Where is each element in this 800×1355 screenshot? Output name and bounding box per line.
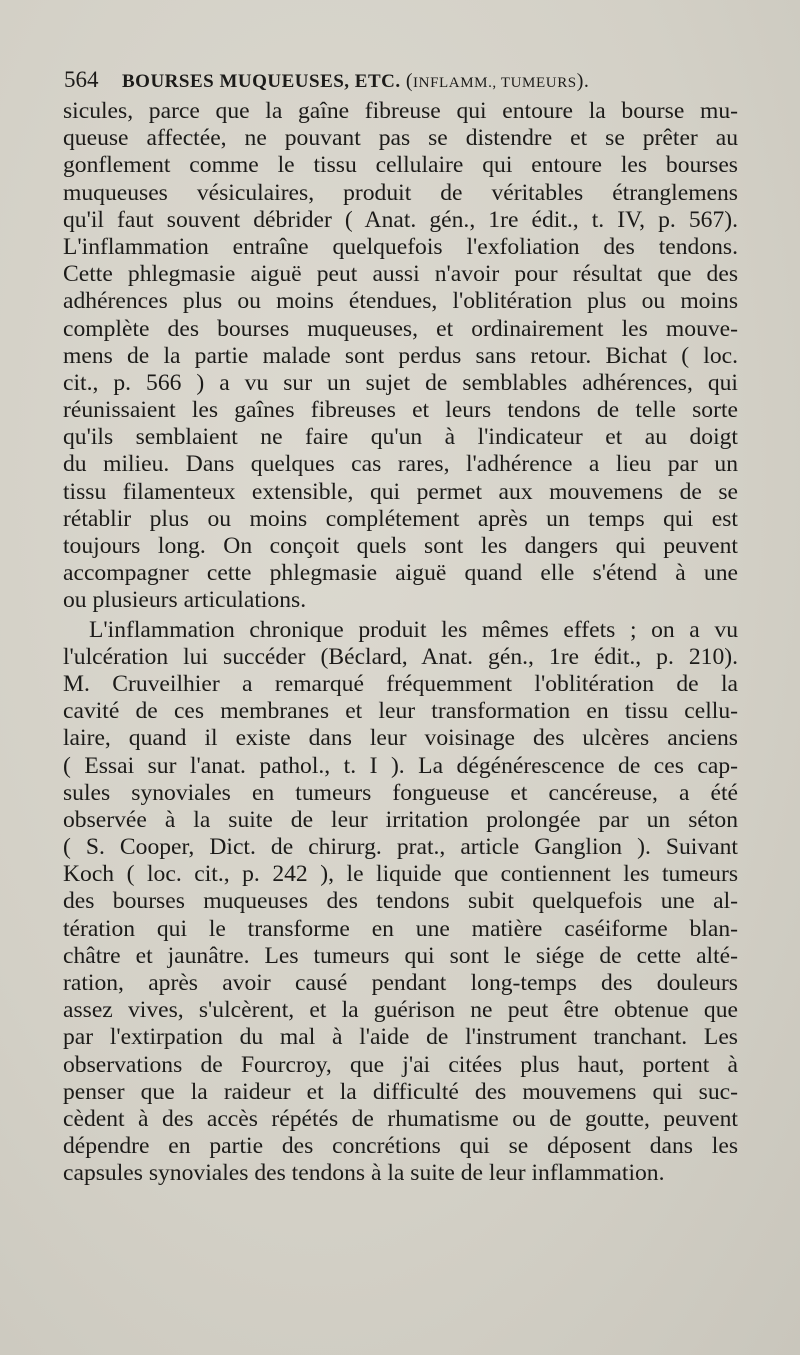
text-line: châtre et jaunâtre. Les tumeurs qui sont le siége de cette alté- bbox=[63, 942, 738, 969]
paragraph-2 bbox=[63, 617, 738, 1188]
text-line: tissu filamenteux extensible, qui permet aux mouvemens de se bbox=[63, 478, 738, 505]
text-line: mens de la partie malade sont perdus sans retour. Bichat ( loc. bbox=[63, 342, 738, 369]
text-line: du milieu. Dans quelques cas rares, l'adhérence a lieu par un bbox=[63, 451, 738, 478]
text-line: cavité de ces membranes et leur transformation en tissu cellu- bbox=[63, 698, 738, 725]
text-line: ration, après avoir causé pendant long-temps des douleurs bbox=[63, 970, 738, 996]
text-line: L'inflammation chronique produit les mêmes effets ; on a vu bbox=[89, 616, 738, 643]
text-line: ( S. Cooper, Dict. de chirurg. prat., article Ganglion ). Suivant bbox=[63, 834, 738, 861]
text-line: cit., p. 566 ) a vu sur un sujet de semblables adhérences, qui bbox=[63, 369, 738, 396]
text-line: ( Essai sur l'anat. pathol., t. I ). La dégénérescence de ces cap- bbox=[63, 752, 738, 779]
running-title-main: BOURSES MUQUEUSES, ETC. bbox=[122, 71, 401, 92]
text-line: cèdent à des accès répétés de rhumatisme ou de goutte, peuvent bbox=[63, 1105, 738, 1132]
text-line: dépendre en partie des concrétions qui se déposent dans les bbox=[63, 1133, 738, 1160]
text-line: qu'ils semblaient ne faire qu'un à l'indicateur et au doigt bbox=[63, 424, 738, 451]
page-number: 564 bbox=[64, 67, 99, 92]
text-line: capsules synoviales des tendons à la suite de leur inflammation. bbox=[63, 1160, 665, 1187]
text-line: Cette phlegmasie aiguë peut aussi n'avoir pour résultat que des bbox=[63, 261, 738, 288]
running-title-paren-close: ). bbox=[576, 70, 590, 92]
running-title-subject: INFLAMM., TUMEURS bbox=[413, 75, 577, 91]
text-line: assez vives, s'ulcèrent, et la guérison ne peut être obtenue que bbox=[63, 997, 738, 1024]
text-line: l'ulcération lui succéder (Béclard, Anat. gén., 1re édit., p. 210). bbox=[63, 643, 738, 670]
text-line: réunissaient les gaînes fibreuses et leurs tendons de telle sorte bbox=[63, 397, 738, 424]
text-line: queuse affectée, ne pouvant pas se distendre et se prêter au bbox=[63, 125, 738, 152]
text-line: adhérences plus ou moins étendues, l'oblitération plus ou moins bbox=[63, 288, 738, 315]
running-title bbox=[122, 65, 589, 99]
text-line: rétablir plus ou moins complétement après un temps qui est bbox=[63, 505, 738, 532]
paragraph-1 bbox=[63, 98, 738, 615]
text-line: sules synoviales en tumeurs fongueuse et cancéreuse, a été bbox=[63, 779, 738, 806]
text-line: complète des bourses muqueuses, et ordinairement les mouve- bbox=[63, 315, 738, 342]
text-line: L'inflammation entraîne quelquefois l'exfoliation des tendons. bbox=[63, 233, 738, 260]
running-title-paren-open: ( bbox=[405, 70, 414, 92]
text-line: des bourses muqueuses des tendons subit quelquefois une al- bbox=[63, 888, 738, 915]
text-line: accompagner cette phlegmasie aiguë quand elle s'étend à une bbox=[63, 560, 738, 587]
running-header bbox=[64, 64, 754, 96]
text-line: toujours long. On conçoit quels sont les dangers qui peuvent bbox=[63, 533, 738, 559]
text-line: observée à la suite de leur irritation prolongée par un séton bbox=[63, 806, 738, 833]
text-line: laire, quand il existe dans leur voisinage des ulcères anciens bbox=[63, 725, 738, 752]
text-line: tération qui le transforme en une matière caséiforme blan- bbox=[63, 915, 738, 942]
text-line: muqueuses vésiculaires, produit de véritables étranglemens bbox=[63, 179, 738, 206]
text-line: gonflement comme le tissu cellulaire qui entoure les bourses bbox=[63, 152, 738, 179]
text-line: observations de Fourcroy, que j'ai citées plus haut, portent à bbox=[63, 1051, 738, 1078]
text-line: M. Cruveilhier a remarqué fréquemment l'oblitération de la bbox=[63, 670, 738, 697]
text-line: par l'extirpation du mal à l'aide de l'instrument tranchant. Les bbox=[63, 1024, 738, 1051]
text-line: ou plusieurs articulations. bbox=[63, 587, 307, 614]
text-line: qu'il faut souvent débrider ( Anat. gén., 1re édit., t. IV, p. 567). bbox=[63, 206, 738, 233]
text-line: penser que la raideur et la difficulté des mouvemens qui suc- bbox=[63, 1078, 738, 1105]
text-line: sicules, parce que la gaîne fibreuse qui entoure la bourse mu- bbox=[63, 98, 738, 124]
body-text bbox=[63, 98, 738, 1188]
text-line: Koch ( loc. cit., p. 242 ), le liquide que contiennent les tumeurs bbox=[63, 861, 738, 888]
